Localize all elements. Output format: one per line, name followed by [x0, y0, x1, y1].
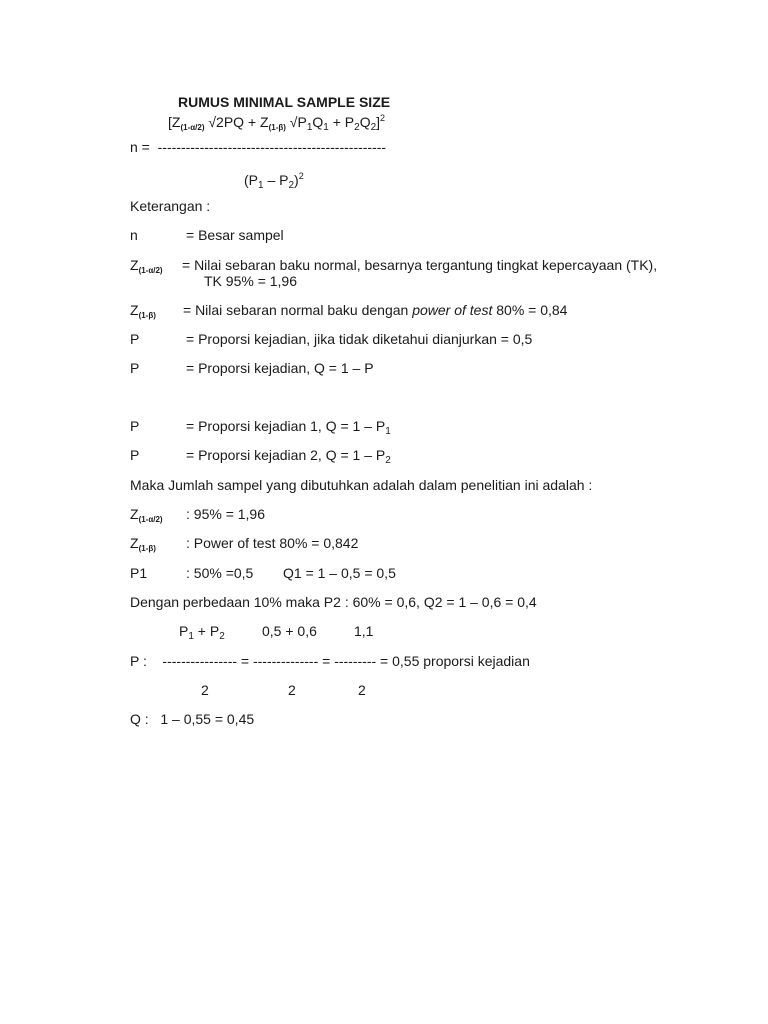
frac-num-sub2: 2 [219, 631, 225, 642]
z1-subscript: (1-α/2) [180, 123, 205, 132]
calc-p1-symbol: P1 [130, 565, 148, 581]
frac-num-values: 0,5 + 0,6 [262, 623, 317, 639]
calc-z1-text: : 95% = 1,96 [186, 506, 266, 522]
calc-z1-symbol [130, 506, 163, 528]
def-z2-text-a: = Nilai sebaran normal baku dengan [183, 302, 413, 318]
numerator-exponent: 2 [380, 113, 386, 123]
frac-den-b: 2 [288, 682, 296, 698]
def-n-symbol: n [130, 227, 138, 243]
q1-subscript: 1 [323, 122, 329, 133]
def-p-b-text: = Proporsi kejadian, Q = 1 – P [186, 360, 374, 376]
calc-z2-symbol [130, 535, 156, 557]
numerator-close: ] [376, 114, 381, 130]
numerator-part2: √P [285, 114, 307, 130]
def-p-c-text [186, 418, 391, 440]
frac-num-sub1: 1 [188, 631, 194, 642]
denominator-minus: – P [263, 172, 289, 188]
def-p-a-symbol: P [130, 331, 140, 347]
calc-z1-subscript: (1-α/2) [138, 515, 163, 524]
p1-subscript: 1 [306, 122, 313, 133]
def-p-d-subscript: 2 [385, 455, 391, 466]
def-p-d-text [186, 447, 391, 469]
maka-sentence: Maka Jumlah sampel yang dibutuhkan adalah dalam penelitian ini adalah : [130, 477, 593, 493]
formula-denominator [244, 168, 304, 194]
def-z1-symbol [130, 257, 163, 279]
keterangan-heading: Keterangan : [130, 198, 211, 214]
formula-n-line: n = ------------------------------------------------- [130, 139, 387, 155]
numerator-q: Q [312, 114, 324, 130]
def-z1-letter: Z [130, 257, 139, 273]
den-p1-subscript: 1 [258, 180, 264, 191]
calc-z2-text: : Power of test 80% = 0,842 [186, 535, 359, 551]
def-z2-text [183, 302, 567, 318]
def-p-c-symbol: P [130, 418, 140, 434]
page-title: RUMUS MINIMAL SAMPLE SIZE [178, 94, 391, 110]
def-n-text: = Besar sampel [186, 227, 284, 243]
def-z2-text-b: 80% = 0,84 [492, 302, 568, 318]
frac-num-p: P [179, 623, 189, 639]
frac-num-p1-p2 [179, 623, 225, 645]
calc-q-line: Q : 1 – 0,55 = 0,45 [130, 711, 255, 727]
def-p-c-main: = Proporsi kejadian 1, Q = 1 – P [186, 418, 386, 434]
calc-perbedaan: Dengan perbedaan 10% maka P2 : 60% = 0,6, Q2 = 1 – 0,6 = 0,4 [130, 594, 537, 610]
numerator-q2: Q [359, 114, 371, 130]
def-z1-text-cont: TK 95% = 1,96 [204, 273, 298, 289]
numerator-open: [Z [168, 114, 181, 130]
def-p-b-symbol: P [130, 360, 140, 376]
def-p-d-symbol: P [130, 447, 140, 463]
def-z1-subscript: (1-α/2) [138, 266, 163, 275]
frac-den-a: 2 [201, 682, 209, 698]
z2-subscript: (1-β) [268, 123, 286, 132]
frac-num-sum: 1,1 [354, 623, 374, 639]
den-p2-subscript: 2 [288, 180, 295, 191]
def-z2-text-italic: power of test [412, 302, 493, 318]
p2-subscript: 2 [354, 122, 360, 133]
numerator-part1: √2PQ + Z [204, 114, 269, 130]
def-p-c-subscript: 1 [385, 426, 391, 437]
calc-q1-text: Q1 = 1 – 0,5 = 0,5 [283, 565, 396, 581]
frac-num-plus: + P [193, 623, 220, 639]
def-z1-text: = Nilai sebaran baku normal, besarnya tergantung tingkat kepercayaan (TK), [182, 257, 658, 273]
def-z2-subscript: (1-β) [138, 311, 156, 320]
calc-z1-letter: Z [130, 506, 139, 522]
frac-den-c: 2 [358, 682, 366, 698]
def-z2-symbol [130, 302, 156, 324]
calc-z2-subscript: (1-β) [138, 544, 156, 553]
q2-subscript: 2 [370, 122, 377, 133]
formula-numerator [168, 110, 385, 136]
denominator-exponent: 2 [298, 171, 304, 181]
calc-p1-text: : 50% =0,5 [186, 565, 254, 581]
def-z2-letter: Z [130, 302, 139, 318]
denominator-close: ) [294, 172, 299, 188]
calc-p-line: P : ---------------- = -------------- = --------- = 0,55 proporsi kejadian [130, 653, 530, 669]
calc-z2-letter: Z [130, 535, 139, 551]
def-p-a-text: = Proporsi kejadian, jika tidak diketahui dianjurkan = 0,5 [186, 331, 533, 347]
numerator-plus: + P [328, 114, 355, 130]
def-p-d-main: = Proporsi kejadian 2, Q = 1 – P [186, 447, 386, 463]
denominator-open: (P [244, 172, 258, 188]
